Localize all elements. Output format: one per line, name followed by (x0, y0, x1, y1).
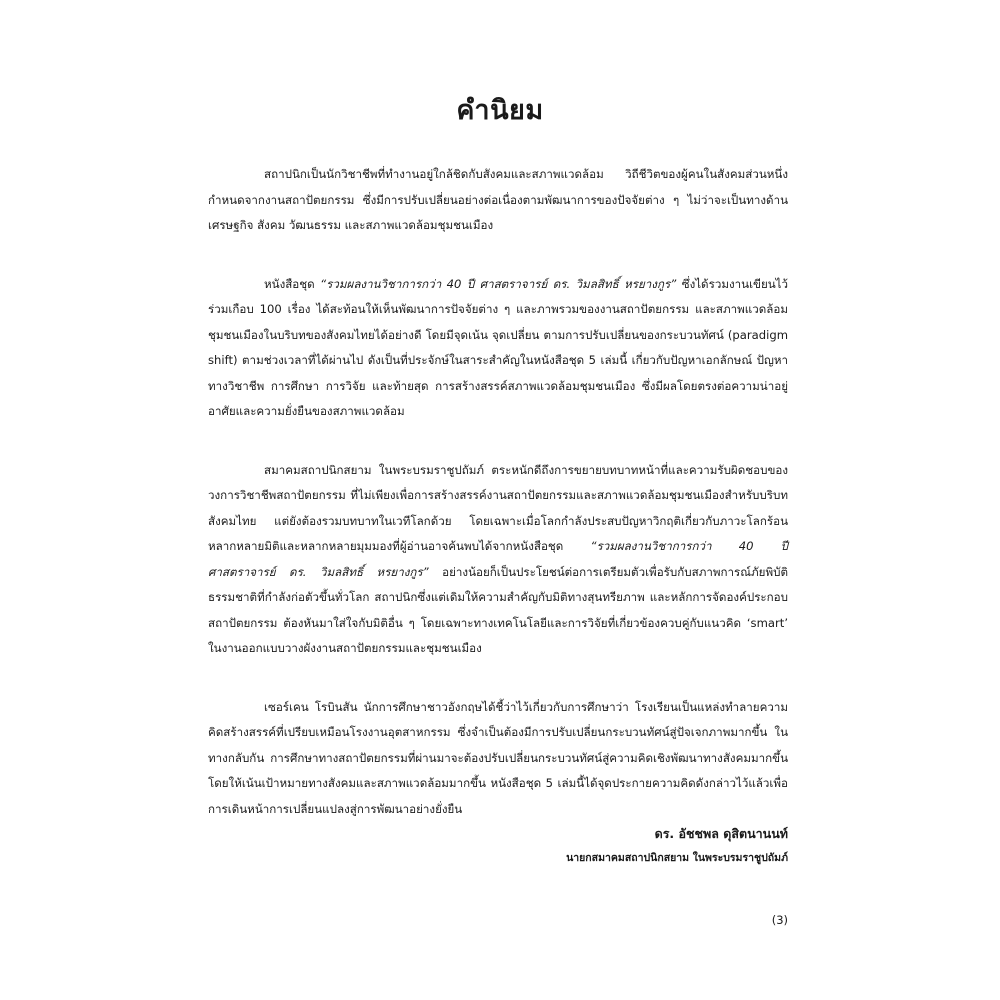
paragraph-4-text: เซอร์เคน โรบินสัน นักการศึกษาชาวอังกฤษได้ชี้ว่าไว้เกี่ยวกับการศึกษาว่า โรงเรียนเป็นแหล่งทำลายความคิดสร้างสรรค์ที่เปรียบเหมือนโรงงานอุตสาหกรรม ซึ่งจำเป็นต้องมีการปรับเปลี่ยนกระบวนทัศน์สู่ปัจเจกภาพมากขึ้น ในทางกลับกัน การศึกษาทางสถาปัตยกรรมที่ผ่านมาจะต้องปรับเปลี่ยนกระบวนทัศน์สู่ความคิดเชิงพัฒนาทางสังคมมากขึ้น โดยให้เน้นเป้าหมายทางสังคมและสภาพแวดล้อมมากขึ้น หนังสือชุด 5 เล่มนี้ได้จุดประกายความคิดดังกล่าวไว้แล้วเพื่อการเดินหน้าการเปลี่ยนแปลงสู่การพัฒนาอย่างยั่งยืน (208, 699, 788, 816)
page-number: (3) (771, 913, 788, 927)
signature-name: ดร. อัชชพล ดุสิตนานนท์ (654, 826, 788, 841)
paragraph-1 (208, 162, 788, 239)
paragraph-2-text-start: หนังสือชุด (264, 276, 321, 291)
paragraph-2-text-end: ซึ่งได้รวมงานเขียนไว้ร่วมเกือบ 100 เรื่อง ได้สะท้อนให้เห็นพัฒนาการปัจจัยต่าง ๆ และภาพรวมของงานสถาปัตยกรรม และสภาพแวดล้อมชุมชนเมืองในบริบทของสังคมไทยได้อย่างดี โดยมีจุดเน้น จุดเปลี่ยน ตามการปรับเปลี่ยนของกระบวนทัศน์ (paradigm shift) ตามช่วงเวลาที่ได้ผ่านไป ดังเป็นที่ประจักษ์ในสาระสำคัญในหนังสือชุด 5 เล่มนี้ เกี่ยวกับปัญหาเอกลักษณ์ ปัญหาทางวิชาชีพ การศึกษา การวิจัย และท้ายสุด การสร้างสรรค์สภาพแวดล้อมชุมชนเมือง ซึ่งมีผลโดยตรงต่อความน่าอยู่อาศัยและความยั่งยืนของสภาพแวดล้อม (208, 276, 789, 418)
paragraph-1-text: สถาปนิกเป็นนักวิชาชีพที่ทำงานอยู่ใกล้ชิดกับสังคมและสภาพแวดล้อม วิถีชีวิตของผู้คนในสังคมส่วนหนึ่งกำหนดจากงานสถาปัตยกรรม ซึ่งมีการปรับเปลี่ยนอย่างต่อเนื่องตามพัฒนาการของปัจจัยต่าง ๆ ไม่ว่าจะเป็นทางด้านเศรษฐกิจ สังคม วัฒนธรรม และสภาพแวดล้อมชุมชนเมือง (208, 167, 788, 232)
paragraph-3-text-start: สมาคมสถาปนิกสยาม ในพระบรมราชูปถัมภ์ ตระหนักดีถึงการขยายบทบาทหน้าที่และความรับผิดชอบของวงการวิชาชีพสถาปัตยกรรม ที่ไม่เพียงเพื่อการสร้างสรรค์งานสถาปัตยกรรมและสภาพแวดล้อมชุมชนเมืองสำหรับบริบทสังคมไทย แต่ยังต้องรวมบทบาทในเวทีโลกด้วย โดยเฉพาะเมื่อโลกกำลังประสบปัญหาวิกฤติเกี่ยวกับภาวะโลกร้อน หลากหลายมิติและหลากหลายมุมมองที่ผู้อ่านอาจค้นพบได้จากหนังสือชุด (208, 462, 788, 553)
signature-role: นายกสมาคมสถาปนิกสยาม ในพระบรมราชูปถัมภ์ (566, 852, 788, 864)
paragraph-3-text-end: อย่างน้อยก็เป็นประโยชน์ต่อการเตรียมตัวเพื่อรับกับสภาพการณ์ภัยพิบัติธรรมชาติที่กำลังก่อตัวขึ้นทั่วโลก สถาปนิกซึ่งแต่เดิมให้ความสำคัญกับมิติทางสุนทรียภาพ และหลักการจัดองค์ประกอบสถาปัตยกรรม ต้องหันมาใส่ใจกับมิติอื่น ๆ โดยเฉพาะทางเทคโนโลยีและการวิจัยที่เกี่ยวข้องควบคู่กับแนวคิด ‘smart’ ในงานออกแบบวางผังงานสถาปัตยกรรมและชุมชนเมือง (208, 564, 788, 655)
paragraph-4 (208, 695, 788, 823)
signature-block (566, 822, 788, 870)
paragraph-2 (208, 272, 788, 425)
body-text (208, 162, 788, 855)
paragraph-3 (208, 458, 788, 662)
book-series-title: “รวมผลงานวิชาการกว่า 40 ปี ศาสตราจารย์ ดร. วิมลสิทธิ์ หรยางกูร” (208, 539, 788, 579)
page-title: คำนิยม (456, 95, 544, 126)
book-series-title: “รวมผลงานวิชาการกว่า 40 ปี ศาสตราจารย์ ดร. วิมลสิทธิ์ หรยางกูร” (320, 276, 677, 291)
